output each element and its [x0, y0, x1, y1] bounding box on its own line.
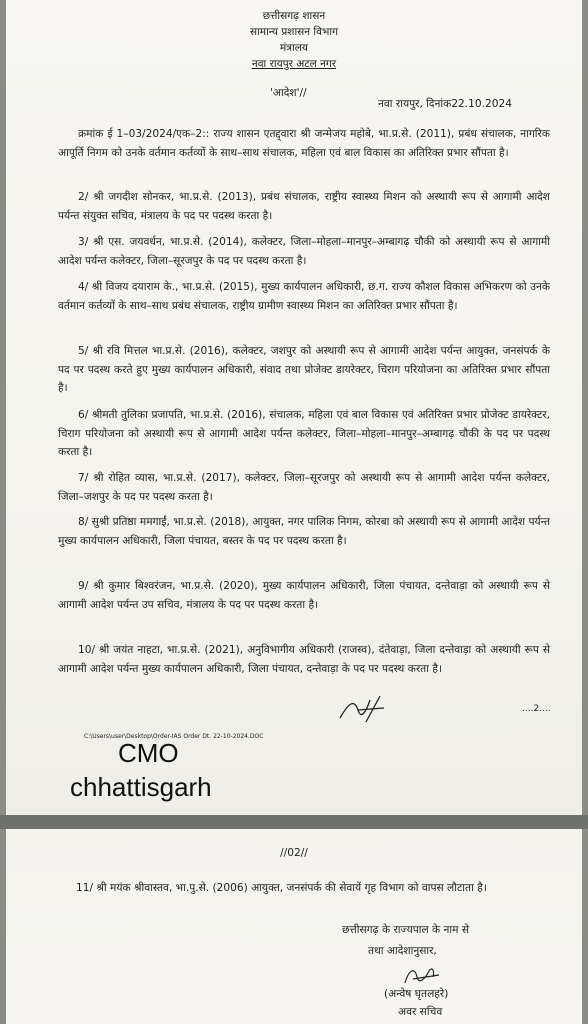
closing-line-2: तथा आदेशानुसार, [368, 945, 437, 957]
paragraph-11: 11/ श्री मयंक श्रीवास्तव, भा.पु.से. (2006) आयुक्त, जनसंपर्क की सेवायें गृह विभाग को वापस लौटाता है। [76, 882, 487, 894]
place-date: नवा रायपुर, दिनांक22.10.2024 [378, 98, 512, 110]
paragraph-7: 7/ श्री रोहित व्यास, भा.प्र.से. (2017), कलेक्टर, जिला–सूरजपुर को अस्थायी रूप से आगामी आदेश पर्यन्त कलेक्टर, जिला–जशपुर के पद पर पदस्थ करता है। [58, 472, 550, 503]
paragraph-9: 9/ श्री कुमार बिश्वरंजन, भा.प्र.से. (2020), मुख्य कार्यपालन अधिकारी, जिला पंचायत, दन्तेवाड़ा को अस्थायी रूप से आगामी आदेश पर्यन्त उप सचिव, मंत्रालय के पद पर पदस्थ करता है। [58, 580, 550, 611]
signature-mark-page2 [401, 963, 445, 991]
header-location: नवा रायपुर अटल नगर [251, 58, 337, 70]
closing-line-1: छत्तीसगढ़ के राज्यपाल के नाम से [342, 924, 470, 936]
watermark-chhattisgarh: chhattisgarh [70, 772, 212, 802]
page-separator [0, 815, 588, 829]
document-page-2 [6, 829, 582, 1024]
header-government: छत्तीसगढ़ शासन [262, 10, 326, 22]
document-page-1 [6, 0, 582, 815]
watermark-cmo: CMO [118, 738, 179, 768]
paragraph-1: क्रमांक ई 1–03/2024/एक–2:: राज्य शासन एतद्द्वारा श्री जन्मेजय महोबे, भा.प्र.से. (2011), प्रबंध संचालक, नागरिक आपूर्ति निगम को उनके वर्तमान कर्तव्यों के साथ–साथ संचालक, महिला एवं बाल विकास का अतिरिक्त प्रभार सौंपता है। [58, 128, 550, 159]
order-title: 'आदेश'// [270, 87, 307, 99]
page-number: //02// [280, 847, 308, 859]
paragraph-8: 8/ सुश्री प्रतिष्ठा ममगाईं, भा.प्र.से. (2018), आयुक्त, नगर पालिक निगम, कोरबा को अस्थायी रूप से आगामी आदेश पर्यन्त मुख्य कार्यपालन अधिकारी, जिला पंचायत, बस्तर के पद पर पदस्थ करता है। [58, 516, 550, 547]
page-continuation-marker: ....2.... [522, 704, 551, 714]
paragraph-4: 4/ श्री विजय दयाराम के., भा.प्र.से. (2015), मुख्य कार्यपालन अधिकारी, छ.ग. राज्य कौशल विकास अभिकरण को उनके वर्तमान कर्तव्यों के साथ–साथ प्रबंध संचालक, राष्ट्रीय ग्रामीण स्वास्थ्य मिशन का अतिरिक्त प्रभार सौंपता है। [58, 281, 550, 312]
file-path-footer: C:\Users\user\Desktop\Order-IAS Order Dt. 22-10-2024.DOC [84, 733, 264, 740]
paragraph-6: 6/ श्रीमती तुलिका प्रजापति, भा.प्र.से. (2016), संचालक, महिला एवं बाल विकास एवं अतिरिक्त प्रभार प्रोजेक्ट डायरेक्टर, चिराग परियोजना को अस्थायी रूप से आगामी आदेश पर्यन्त कलेक्टर, जिला–मोहला–मानपुर–अम्बागढ़ चौकी के पद पर पदस्थ करता है। [58, 409, 550, 458]
paragraph-10: 10/ श्री जयंत नाहटा, भा.प्र.से. (2021), अनुविभागीय अधिकारी (राजस्व), दंतेवाड़ा, जिला दन्तेवाड़ा को अस्थायी रूप से आगामी आदेश पर्यन्त मुख्य कार्यपालन अधिकारी, जिला पंचायत, दन्तेवाड़ा के पद पर पदस्थ करता है। [58, 644, 550, 675]
paragraph-3: 3/ श्री एस. जयवर्धन, भा.प्र.से. (2014), कलेक्टर, जिला–मोहला–मानपुर–अम्बागढ़ चौकी को अस्थायी रूप से आगामी आदेश पर्यन्त कलेक्टर, जिला–सूरजपुर के पद पर पदस्थ करता है। [58, 236, 550, 267]
header-ministry: मंत्रालय [279, 42, 308, 54]
header-department: सामान्य प्रशासन विभाग [249, 26, 338, 38]
paragraph-2: 2/ श्री जगदीश सोनकर, भा.प्र.से. (2013), प्रबंध संचालक, राष्ट्रीय स्वास्थ्य मिशन को अस्थायी रूप से आगामी आदेश पर्यन्त संयुक्त सचिव, मंत्रालय के पद पर पदस्थ करता है। [58, 191, 550, 222]
signature-mark-page1 [336, 692, 396, 728]
paragraph-5: 5/ श्री रवि मित्तल भा.प्र.से. (2016), कलेक्टर, जशपुर को अस्थायी रूप से आगामी आदेश पर्यन्त आयुक्त, जनसंपर्क के पद पर पदस्थ करते हुए मुख्य कार्यपालन अधिकारी, संवाद तथा प्रोजेक्ट डायरेक्टर, चिराग परियोजना का अतिरिक्त प्रभार सौंपता है। [58, 345, 550, 394]
signatory-name: (अन्वेष घृतलहरे) [384, 988, 449, 1000]
signatory-title: अवर सचिव [398, 1006, 443, 1018]
